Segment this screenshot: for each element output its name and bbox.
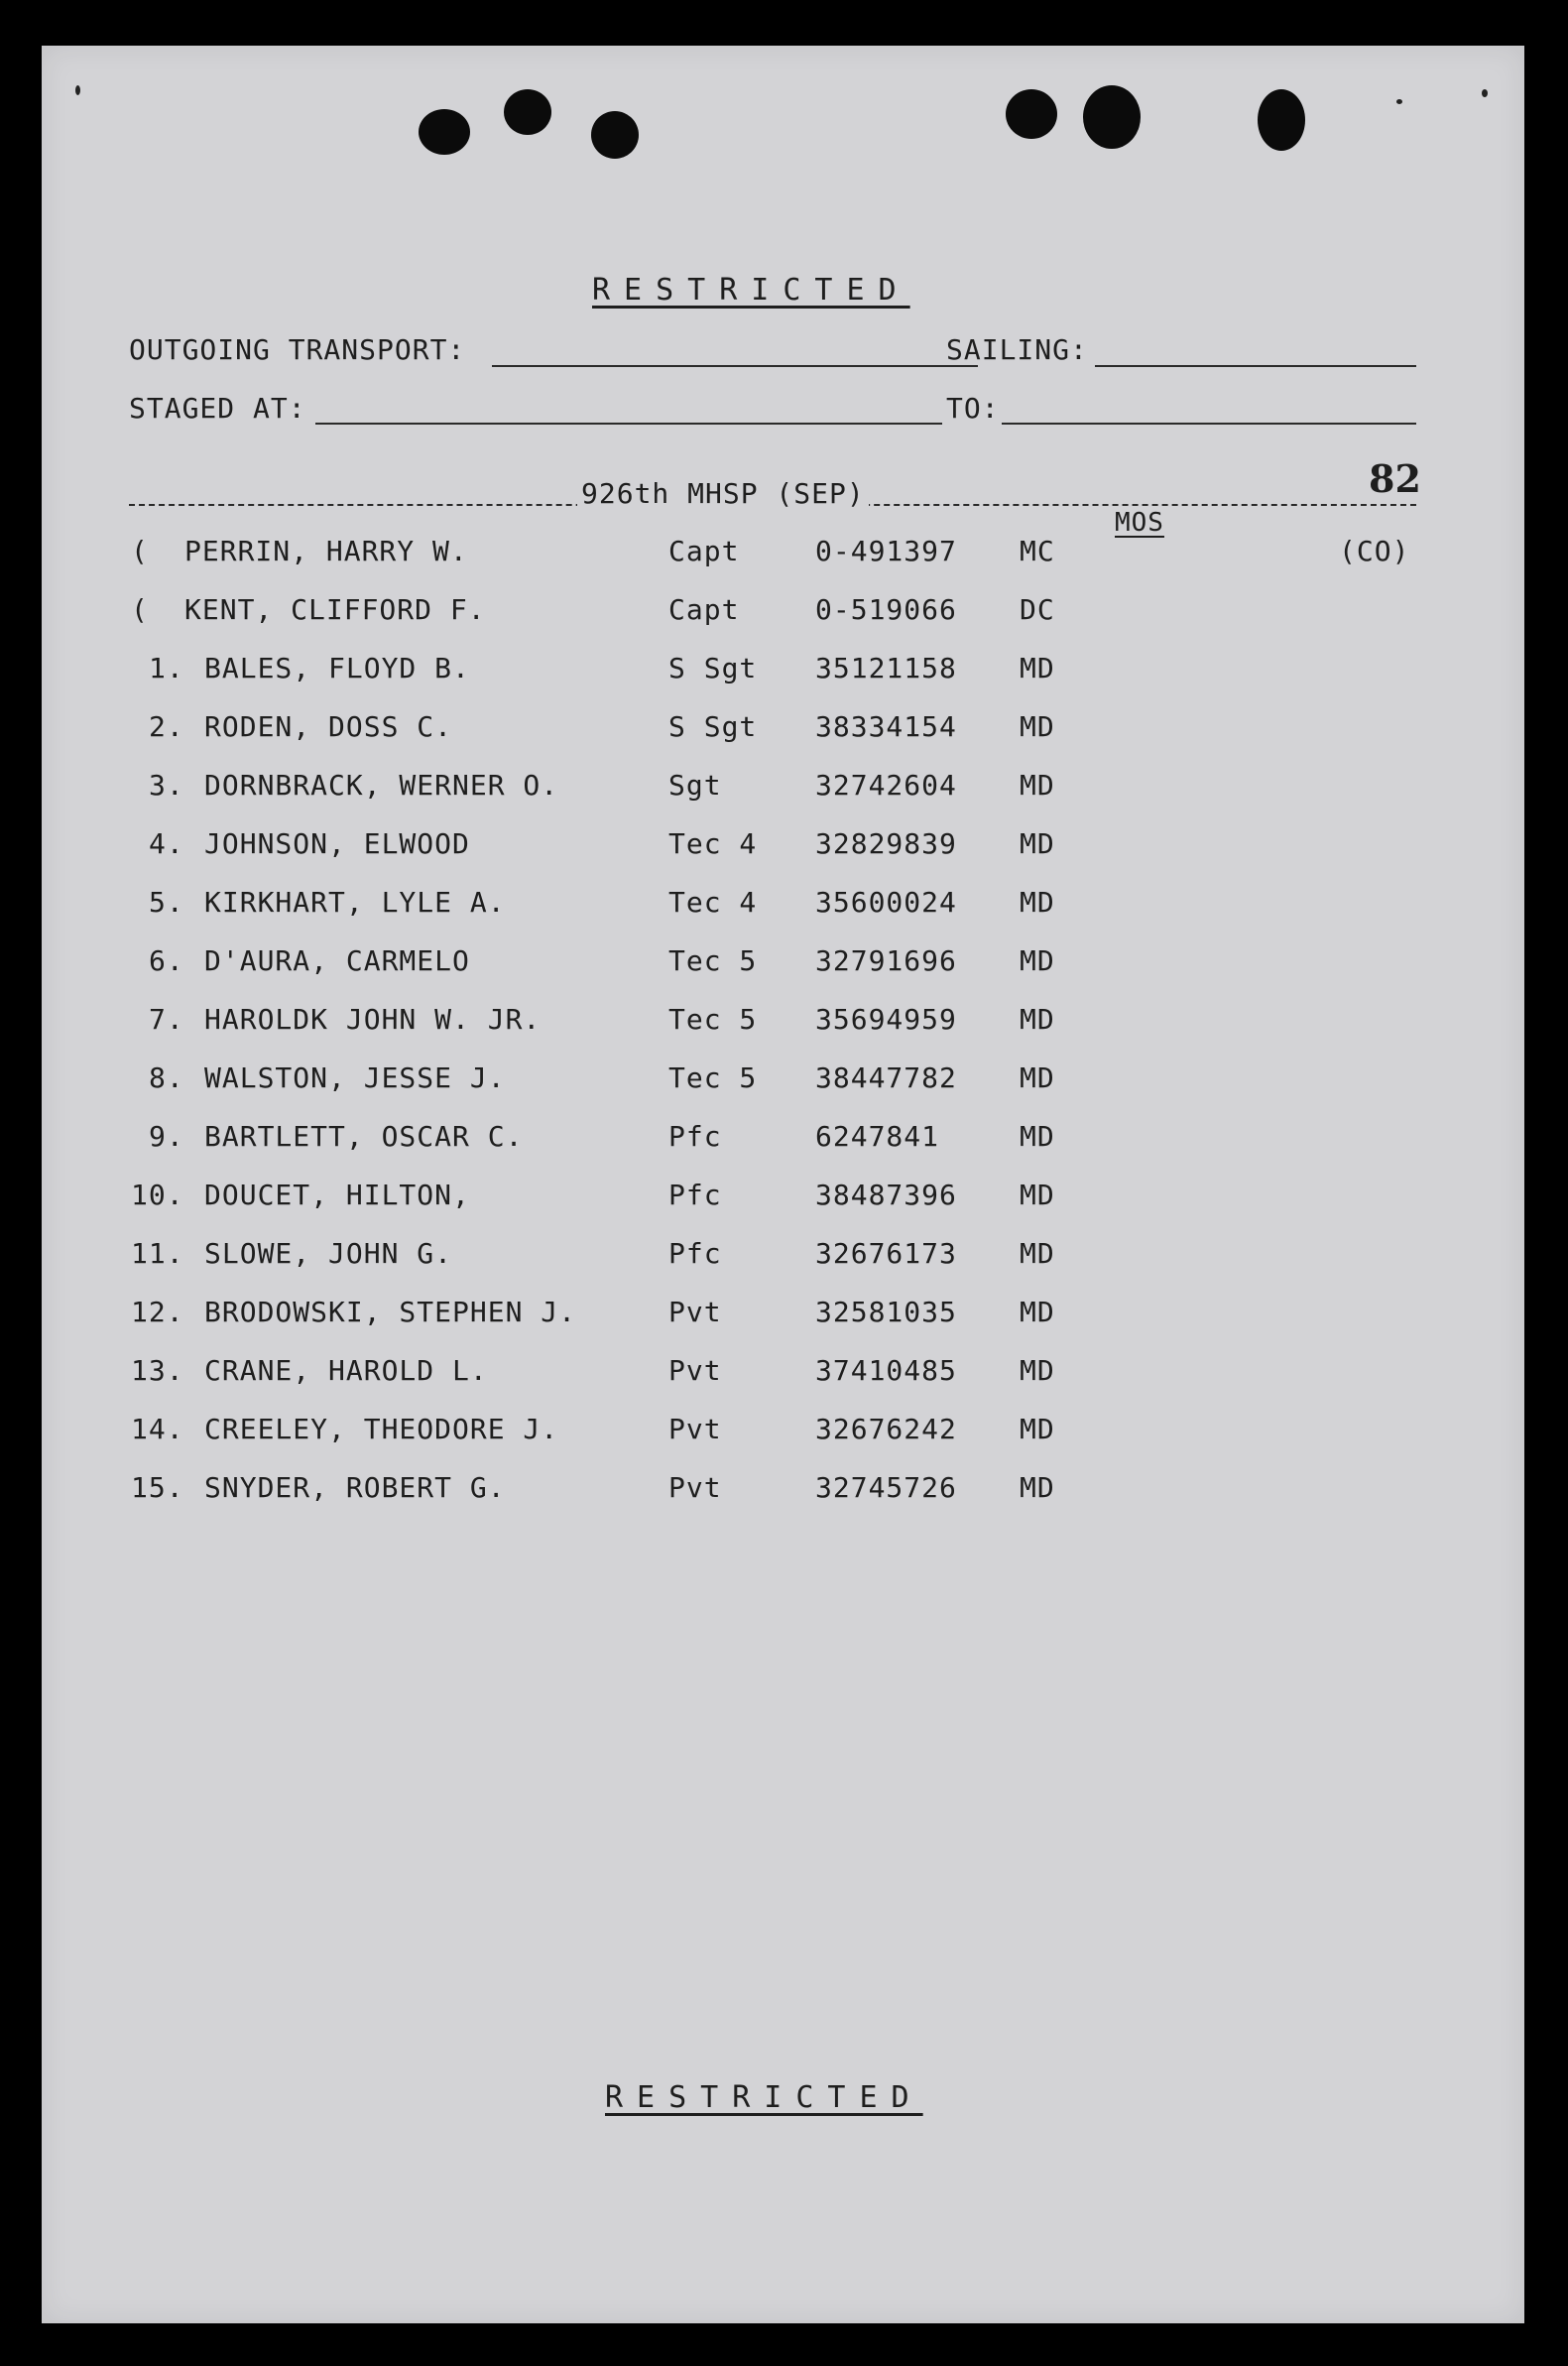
roster-branch: MD [1020,1413,1055,1445]
roster-branch: MD [1020,710,1055,743]
roster-number: 2. [149,710,184,743]
roster-number: 5. [149,886,184,919]
roster-serial: 37410485 [815,1354,957,1387]
roster-name: SNYDER, ROBERT G. [204,1471,506,1504]
roster-serial: 0-491397 [815,535,957,567]
roster-serial: 35121158 [815,652,957,685]
ink-speck [75,85,80,95]
outgoing-transport-line [492,365,978,367]
roster-rank: Pvt [668,1471,722,1504]
roster-number: 3. [149,769,184,802]
roster-row [42,1471,1524,1514]
roster-row [42,1179,1524,1221]
roster-rank: Tec 5 [668,1061,758,1094]
staged-at-line [315,423,942,425]
roster-name: JOHNSON, ELWOOD [204,827,470,860]
roster-number: 10. [131,1179,184,1211]
roster-branch: MD [1020,944,1055,977]
roster-rank: Pvt [668,1413,722,1445]
roster-name: CRANE, HAROLD L. [204,1354,488,1387]
roster-branch: MD [1020,1471,1055,1504]
roster-number: 4. [149,827,184,860]
roster-row [42,1237,1524,1280]
roster-number: 14. [131,1413,184,1445]
roster-number: 1. [149,652,184,685]
roster-row [42,1354,1524,1397]
roster-rank: Capt [668,593,740,626]
roster-rank: Sgt [668,769,722,802]
roster-row [42,652,1524,694]
roster-name: BRODOWSKI, STEPHEN J. [204,1296,577,1328]
roster-serial: 32745726 [815,1471,957,1504]
sailing-line [1095,365,1416,367]
roster-rank: Pfc [668,1120,722,1153]
roster-serial: 32676173 [815,1237,957,1270]
mos-heading: MOS [1115,508,1164,538]
roster-branch: MD [1020,1179,1055,1211]
restricted-heading: RESTRICTED [592,273,910,308]
roster-number: 11. [131,1237,184,1270]
roster-serial: 38487396 [815,1179,957,1211]
punch-hole [1083,85,1141,149]
roster-branch: MD [1020,886,1055,919]
roster-number: 7. [149,1003,184,1036]
roster-branch: MD [1020,1296,1055,1328]
roster-branch: MD [1020,1237,1055,1270]
punch-hole [591,111,639,159]
roster-number: ( [131,535,149,567]
punch-hole [504,89,551,135]
roster-row [42,827,1524,870]
roster-serial: 32581035 [815,1296,957,1328]
roster-branch: MD [1020,1003,1055,1036]
roster-row [42,1061,1524,1104]
to-label: TO: [946,392,1000,425]
roster-rank: Tec 4 [668,827,758,860]
roster-branch: MC [1020,535,1055,567]
roster-row [42,1296,1524,1338]
roster-serial: 38334154 [815,710,957,743]
roster-name: RODEN, DOSS C. [204,710,453,743]
roster-serial: 32829839 [815,827,957,860]
roster-number: 15. [131,1471,184,1504]
roster-row [42,710,1524,753]
roster-name: WALSTON, JESSE J. [204,1061,506,1094]
page-number: 82 [1369,456,1421,501]
staged-at-label: STAGED AT: [129,392,306,425]
roster-rank: Pfc [668,1179,722,1211]
roster-branch: MD [1020,1120,1055,1153]
to-line [1002,423,1416,425]
roster-name: SLOWE, JOHN G. [204,1237,453,1270]
roster-number: 9. [149,1120,184,1153]
roster-serial: 35600024 [815,886,957,919]
roster-note: (CO) [1339,535,1410,567]
roster-row [42,886,1524,929]
roster-branch: MD [1020,1061,1055,1094]
restricted-footer: RESTRICTED [605,2080,923,2115]
ink-speck [1482,89,1488,97]
roster-name: BARTLETT, OSCAR C. [204,1120,524,1153]
roster-branch: MD [1020,769,1055,802]
roster-row [42,1413,1524,1455]
roster-number: 12. [131,1296,184,1328]
roster-name: BALES, FLOYD B. [204,652,470,685]
roster-name: DORNBRACK, WERNER O. [204,769,559,802]
roster-serial: 35694959 [815,1003,957,1036]
punch-hole [1006,89,1057,139]
roster-branch: MD [1020,652,1055,685]
roster-rank: Tec 5 [668,944,758,977]
roster-name: DOUCET, HILTON, [204,1179,470,1211]
roster-serial: 0-519066 [815,593,957,626]
roster-rank: Pfc [668,1237,722,1270]
roster-serial: 32791696 [815,944,957,977]
roster-branch: MD [1020,827,1055,860]
roster-rank: Pvt [668,1296,722,1328]
roster-row [42,1003,1524,1046]
roster-serial: 38447782 [815,1061,957,1094]
punch-hole [419,109,470,155]
roster-serial: 32676242 [815,1413,957,1445]
roster-row [42,593,1524,636]
roster-number: 6. [149,944,184,977]
outgoing-transport-label: OUTGOING TRANSPORT: [129,333,466,366]
unit-heading: 926th MHSP (SEP) [577,480,869,508]
roster-rank: S Sgt [668,710,758,743]
roster-number: 13. [131,1354,184,1387]
roster-row [42,769,1524,811]
roster-rank: Tec 4 [668,886,758,919]
sailing-label: SAILING: [946,333,1088,366]
ink-speck [1396,99,1402,104]
roster-name: PERRIN, HARRY W. [184,535,468,567]
punch-hole [1258,89,1305,151]
roster-number: ( [131,593,149,626]
roster-row [42,1120,1524,1163]
roster-rank: Tec 5 [668,1003,758,1036]
roster-rank: Capt [668,535,740,567]
document-page [42,46,1524,2323]
roster-row [42,944,1524,987]
roster-serial: 32742604 [815,769,957,802]
roster-rank: Pvt [668,1354,722,1387]
roster-rank: S Sgt [668,652,758,685]
roster-name: CREELEY, THEODORE J. [204,1413,559,1445]
roster-branch: MD [1020,1354,1055,1387]
roster-name: HAROLDK JOHN W. JR. [204,1003,542,1036]
roster-serial: 6247841 [815,1120,940,1153]
roster-name: KENT, CLIFFORD F. [184,593,486,626]
roster-number: 8. [149,1061,184,1094]
roster-name: D'AURA, CARMELO [204,944,470,977]
roster-branch: DC [1020,593,1055,626]
roster-name: KIRKHART, LYLE A. [204,886,506,919]
roster-row [42,535,1524,577]
